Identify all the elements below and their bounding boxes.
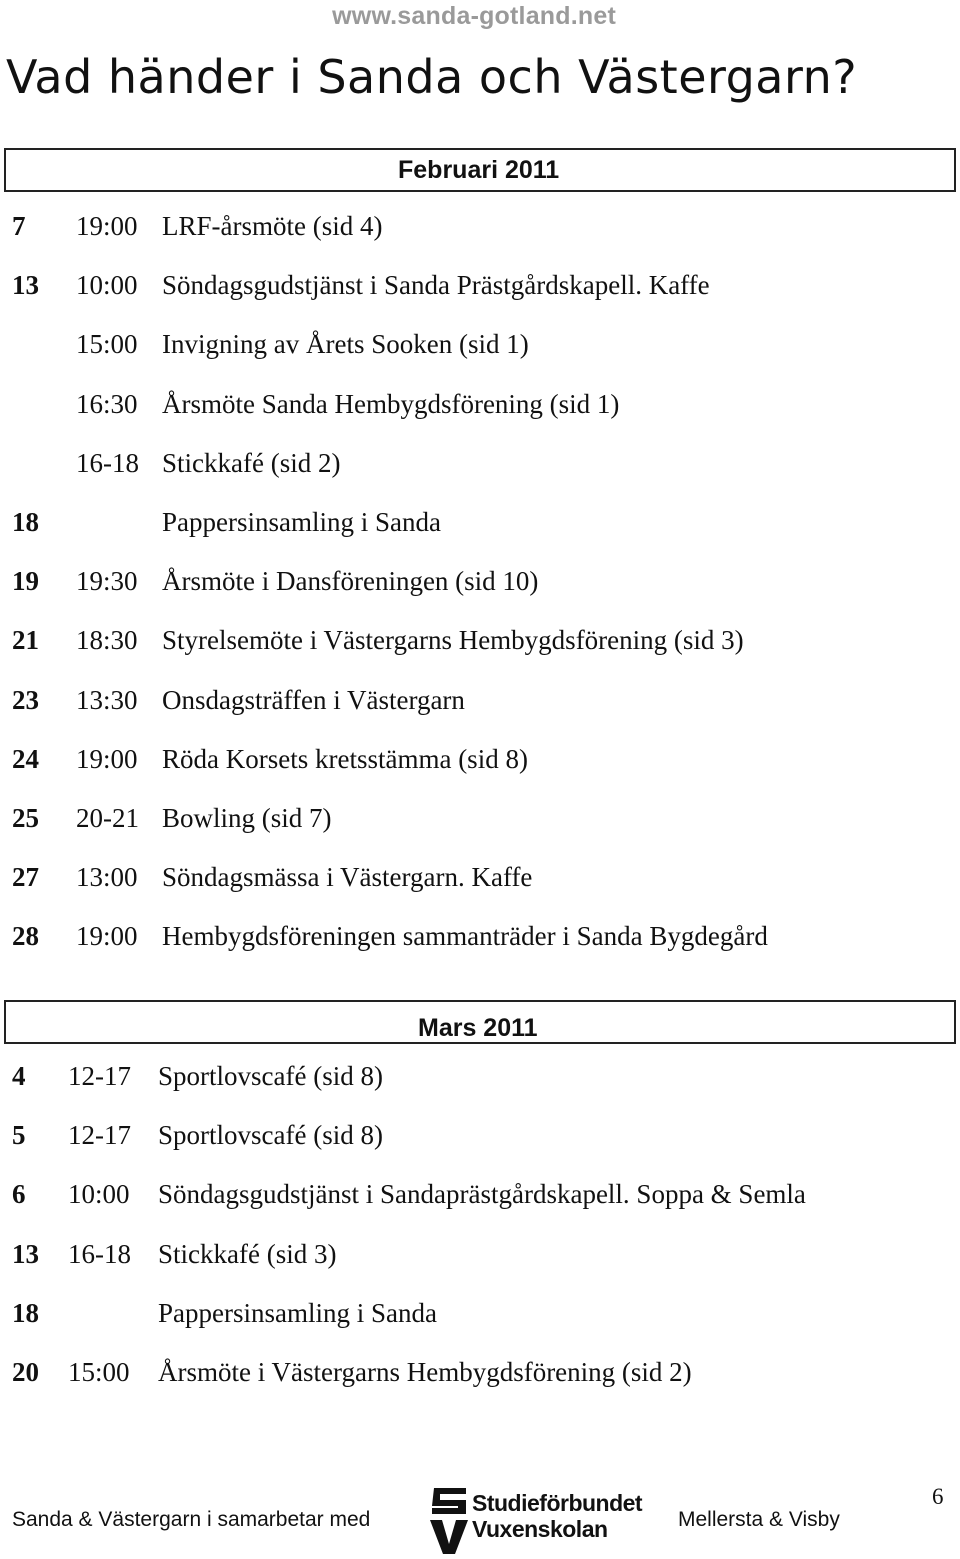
page-title: Vad händer i Sanda och Västergarn? bbox=[6, 50, 858, 104]
event-text: Pappersinsamling i Sanda bbox=[158, 1297, 437, 1328]
event-text: Styrelsemöte i Västergarns Hembygdsförening (sid 3) bbox=[162, 625, 744, 656]
logo-name-line1: Studieförbundet bbox=[472, 1490, 643, 1516]
event-text: Invigning av Årets Sooken (sid 1) bbox=[162, 329, 529, 360]
event-day: 7 bbox=[12, 211, 26, 241]
event-text: Bowling (sid 7) bbox=[162, 803, 332, 833]
event-text: LRF-årsmöte (sid 4) bbox=[162, 211, 383, 241]
event-time: 19:30 bbox=[76, 566, 138, 597]
event-time: 20-21 bbox=[76, 803, 139, 833]
month-header-february bbox=[4, 148, 956, 192]
event-time: 16:30 bbox=[76, 388, 138, 419]
event-time: 19:00 bbox=[76, 743, 138, 774]
event-time: 10:00 bbox=[68, 1179, 130, 1210]
event-day: 21 bbox=[12, 625, 39, 656]
month-heading: Mars 2011 bbox=[418, 1014, 538, 1042]
page-number: 6 bbox=[932, 1484, 944, 1509]
event-day: 18 bbox=[12, 1297, 39, 1328]
event-time: 16-18 bbox=[68, 1238, 131, 1269]
studieforbundet-logo-icon bbox=[428, 1484, 470, 1559]
event-day: 13 bbox=[12, 270, 39, 301]
event-time: 12-17 bbox=[68, 1120, 131, 1151]
event-text: Onsdagsträffen i Västergarn bbox=[162, 684, 465, 715]
event-text: Hembygdsföreningen sammanträder i Sanda Bygdegård bbox=[162, 921, 768, 952]
event-day: 24 bbox=[12, 743, 39, 774]
event-time: 19:00 bbox=[76, 921, 138, 952]
event-time: 18:30 bbox=[76, 625, 138, 656]
site-url: www.sanda-gotland.net bbox=[332, 2, 616, 30]
event-text: Sportlovscafé (sid 8) bbox=[158, 1061, 383, 1091]
event-time: 15:00 bbox=[76, 329, 138, 360]
event-text: Stickkafé (sid 2) bbox=[162, 447, 341, 478]
month-header-march bbox=[4, 1000, 956, 1044]
month-heading: Februari 2011 bbox=[398, 156, 560, 184]
event-text: Söndagsmässa i Västergarn. Kaffe bbox=[162, 862, 533, 893]
event-time: 13:30 bbox=[76, 684, 138, 715]
event-time: 12-17 bbox=[68, 1061, 131, 1091]
event-day: 18 bbox=[12, 507, 39, 537]
event-day: 6 bbox=[12, 1179, 26, 1210]
logo-name-line2: Vuxenskolan bbox=[472, 1516, 608, 1542]
event-day: 28 bbox=[12, 921, 39, 952]
event-day: 25 bbox=[12, 803, 39, 833]
event-time: 16-18 bbox=[76, 447, 139, 478]
event-day: 20 bbox=[12, 1357, 39, 1387]
event-day: 13 bbox=[12, 1238, 39, 1269]
event-text: Söndagsgudstjänst i Sanda Prästgårdskapell. Kaffe bbox=[162, 270, 710, 301]
event-day: 4 bbox=[12, 1061, 26, 1091]
event-text: Röda Korsets kretsstämma (sid 8) bbox=[162, 743, 528, 774]
event-text: Söndagsgudstjänst i Sandaprästgårdskapell. Soppa & Semla bbox=[158, 1179, 806, 1210]
event-time: 10:00 bbox=[76, 270, 138, 301]
footer bbox=[0, 1484, 960, 1554]
event-day: 27 bbox=[12, 862, 39, 893]
event-time: 15:00 bbox=[68, 1357, 130, 1387]
event-text: Årsmöte Sanda Hembygdsförening (sid 1) bbox=[162, 388, 620, 419]
event-text: Sportlovscafé (sid 8) bbox=[158, 1120, 383, 1151]
event-text: Årsmöte i Västergarns Hembygdsförening (sid 2) bbox=[158, 1357, 692, 1387]
footer-left-text: Sanda & Västergarn i samarbetar med bbox=[12, 1508, 371, 1531]
event-day: 19 bbox=[12, 566, 39, 597]
event-time: 13:00 bbox=[76, 862, 138, 893]
event-text: Stickkafé (sid 3) bbox=[158, 1238, 337, 1269]
footer-right-text: Mellersta & Visby bbox=[678, 1508, 840, 1531]
event-day: 23 bbox=[12, 684, 39, 715]
event-text: Pappersinsamling i Sanda bbox=[162, 507, 441, 537]
event-time: 19:00 bbox=[76, 211, 138, 241]
event-text: Årsmöte i Dansföreningen (sid 10) bbox=[162, 566, 539, 597]
event-day: 5 bbox=[12, 1120, 26, 1151]
